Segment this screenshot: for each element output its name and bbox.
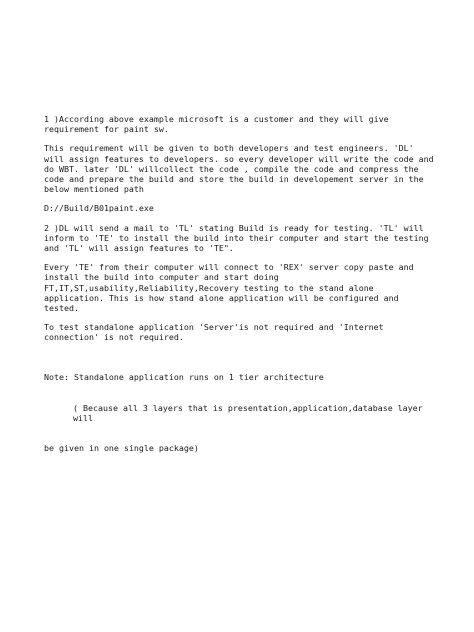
paragraph-dl-mail: 2 )DL will send a mail to 'TL' stating Build is ready for testing. 'TL' will inform to 'TE' to install the build into their computer and start the testing and 'TL' will assign features to 'TE".: [44, 222, 434, 254]
paragraph-standalone-requirements: To test standalone application 'Server'is not required and 'Internet connection' is not required.: [44, 322, 389, 343]
note-line-2: ( Because all 3 layers that is presentation,application,database layer will: [73, 402, 428, 423]
note-block: [44, 352, 434, 474]
paragraph-requirement-intro: 1 )According above example microsoft is a customer and they will give requirement for paint sw.: [44, 114, 394, 135]
paragraph-requirement-flow: This requirement will be given to both developers and test engineers. 'DL' will assign features to developers. so every developer will write the code and do WBT. later 'DL' willcollect the code , compile the code and compress the code and prepare the build and store the build in developement server in the below mentioned path: [44, 143, 439, 195]
paragraph-te-testing: Every 'TE' from their computer will connect to 'REX' server copy paste and install the build into computer and start doing FT,IT,ST,usability,Reliability,Recovery testing to the stand alone application. This is how stand alone application will be configured and tested.: [44, 262, 419, 314]
paragraph-build-path: D://Build/B01paint.exe: [44, 203, 154, 214]
document-body: [44, 114, 439, 483]
note-line-1: Note: Standalone application runs on 1 tier architecture: [44, 372, 324, 383]
note-line-3: be given in one single package): [44, 443, 199, 454]
